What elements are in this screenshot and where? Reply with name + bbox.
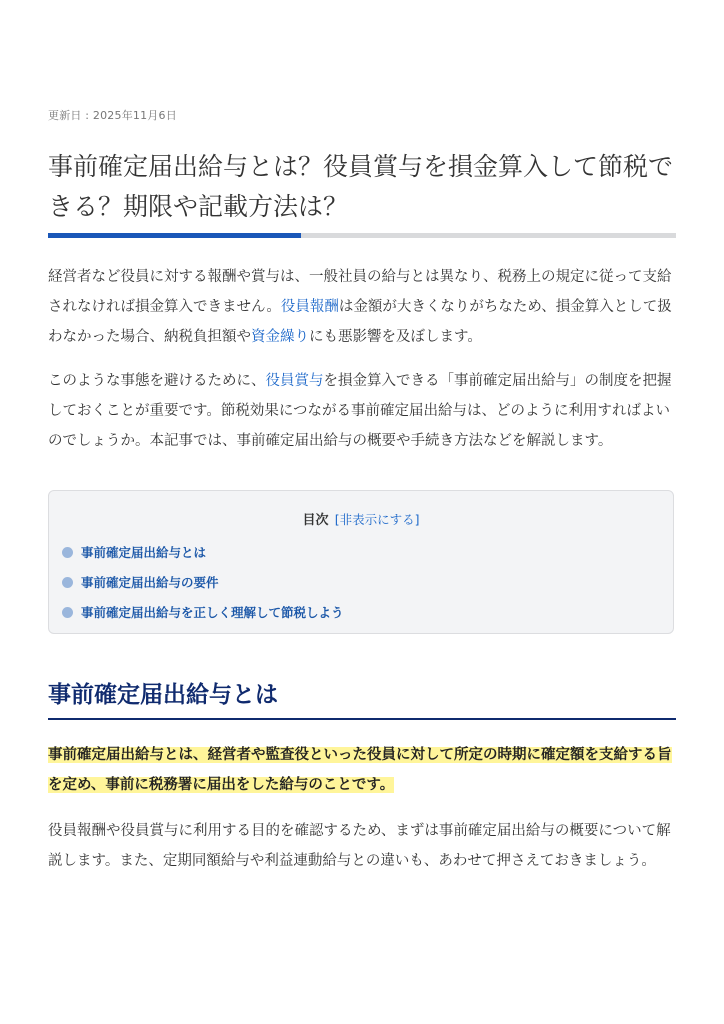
toc-link-2[interactable]: 事前確定届出給与の要件: [81, 575, 219, 590]
page-title: 事前確定届出給与とは？役員賞与を損金算入して節税できる？期限や記載方法は？: [48, 152, 674, 221]
toc-item: [62, 543, 344, 573]
bullet-icon: [62, 547, 73, 558]
intro2-text-2: を損金算入できる「事前確定届出給与」の制度を把握しておくことが重要です。節税効果につながる事前確定届出給与は、どのように利用すればよいのでしょうか。本記事では、事前確定届出給与の概要や手続き方法などを解説します。: [48, 373, 672, 449]
link-yakuin-hoshu[interactable]: 役員報酬: [280, 299, 339, 315]
toc-list: [62, 543, 344, 633]
intro1-text-2: は金額が大きくなりがちなため、損金算入として扱わなかった場合、納税負担額や: [48, 299, 672, 345]
section-body: 役員報酬や役員賞与に利用する目的を確認するため、まずは事前確定届出給与の概要について解説します。また、定期同額給与や利益連動給与との違いも、あわせて押さえておきましょう。: [48, 823, 671, 869]
toc-link-3[interactable]: 事前確定届出給与を正しく理解して節税しよう: [81, 605, 344, 620]
updated-date: 更新日 : 2025年11月6日: [48, 109, 177, 122]
table-of-contents: [48, 490, 674, 634]
link-yakuin-shoyo[interactable]: 役員賞与: [265, 373, 324, 389]
title-underline: [48, 233, 676, 238]
title-underline-accent: [48, 233, 301, 238]
highlighted-definition: [48, 740, 680, 800]
toc-item: [62, 603, 344, 633]
bullet-icon: [62, 577, 73, 588]
intro-paragraph-2: [48, 366, 680, 456]
toc-link-1[interactable]: 事前確定届出給与とは: [81, 545, 207, 560]
bullet-icon: [62, 607, 73, 618]
section-heading-rule: [48, 718, 676, 720]
toc-header: [49, 509, 673, 528]
toc-hide-toggle[interactable]: [非表示にする]: [334, 512, 420, 527]
intro1-text-3: にも悪影響を及ぼします。: [309, 329, 482, 345]
toc-title: 目次: [302, 513, 329, 528]
intro1-text-1: 経営者など役員に対する報酬や賞与は、一般社員の給与とは異なり、税務上の規定に従って支給されなければ損金算入できません。: [48, 269, 672, 315]
toc-item: [62, 573, 344, 603]
section-heading: 事前確定届出給与とは: [48, 682, 278, 708]
highlight-text: 事前確定届出給与とは、経営者や監査役といった役員に対して所定の時期に確定額を支給する旨を定め、事前に税務署に届出をした給与のことです。: [48, 747, 672, 793]
intro2-text-1: このような事態を避けるために、: [48, 373, 266, 389]
intro-paragraph-1: [48, 262, 680, 352]
link-shikin-guri[interactable]: 資金繰り: [251, 329, 309, 345]
